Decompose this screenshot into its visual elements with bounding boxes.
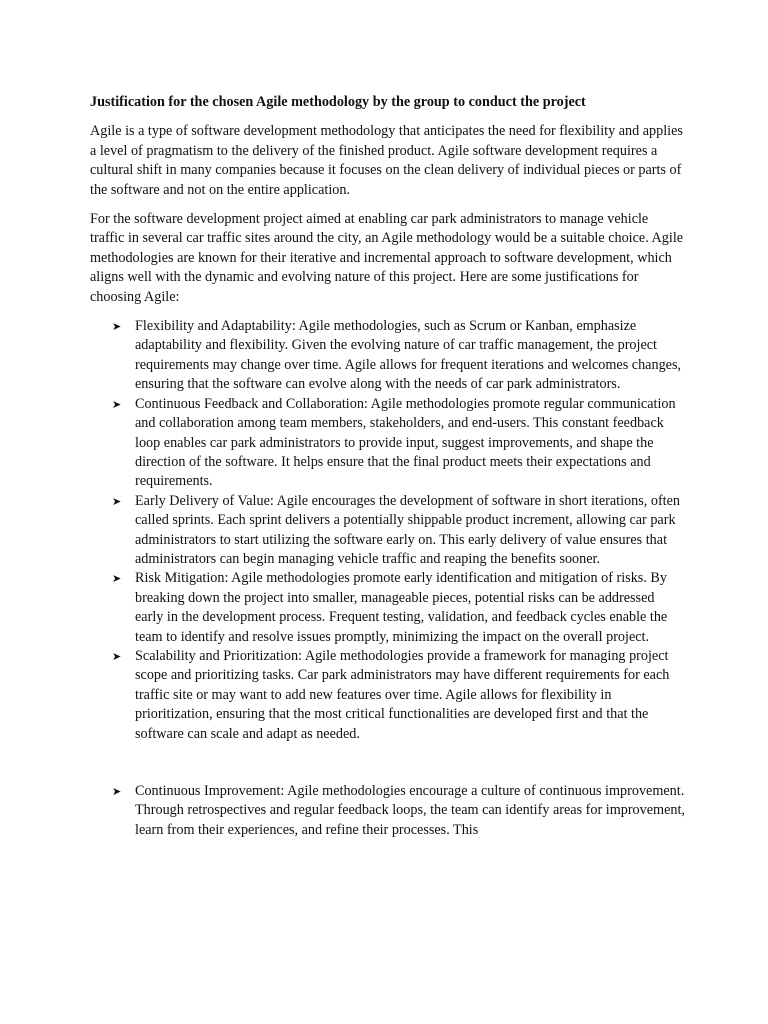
list-item xyxy=(90,647,686,744)
justification-list xyxy=(90,317,686,744)
list-item-text: Risk Mitigation: Agile methodologies promote early identification and mitigation of risks. By breaking down the project into smaller, manageable pieces, potential risks can be addressed early in the development process. Frequent testing, validation, and feedback cycles enable the team to identify and resolve issues promptly, minimizing the impact on the overall project. xyxy=(135,570,668,645)
blank-spacer xyxy=(90,744,686,782)
list-item-text: Flexibility and Adaptability: Agile methodologies, such as Scrum or Kanban, emphasize adaptability and flexibility. Given the evolving nature of car traffic management, the project requirements may change over time. Agile allows for frequent iterations and welcomes changes, ensuring that the software can evolve along with the needs of car park administrators. xyxy=(135,318,682,393)
context-paragraph: For the software development project aimed at enabling car park administrators to manage vehicle traffic in several car traffic sites around the city, an Agile methodology would be a suitable choice. Agile methodologies are known for their iterative and incremental approach to software development, which aligns well with the dynamic and evolving nature of this project. Here are some justifications for choosing Agile: xyxy=(90,211,684,305)
arrowhead-bullet-icon: ➤ xyxy=(112,494,122,508)
arrowhead-bullet-icon: ➤ xyxy=(112,320,122,334)
arrowhead-bullet-icon: ➤ xyxy=(112,649,122,663)
arrowhead-bullet-icon: ➤ xyxy=(112,785,122,798)
justification-list-continued xyxy=(90,782,686,840)
document-page xyxy=(90,93,686,840)
list-item-text: Continuous Improvement: Agile methodologies encourage a culture of continuous improvement. Through retrospectives and regular feedback loops, the team can identify areas for improvement, learn from their experiences, and refine their processes. This xyxy=(135,783,685,838)
intro-paragraph: Agile is a type of software development methodology that anticipates the need for flexibility and applies a level of pragmatism to the delivery of the finished product. Agile software development requires a cultural shift in many companies because it focuses on the clean delivery of individual pieces or parts of the software and not on the entire application. xyxy=(90,123,683,198)
list-item xyxy=(90,395,686,492)
list-item-text: Early Delivery of Value: Agile encourages the development of software in short iterations, often called sprints. Each sprint delivers a potentially shippable product increment, allowing car park administrators to start utilizing the software early on. This early delivery of value ensures that administrators can begin managing vehicle traffic and reaping the benefits sooner. xyxy=(135,492,680,567)
list-item xyxy=(90,569,686,647)
list-item xyxy=(90,492,686,570)
list-item xyxy=(90,782,686,840)
list-item-text: Scalability and Prioritization: Agile methodologies provide a framework for managing project scope and prioritizing tasks. Car park administrators may have different requirements for each traffic site or may want to add new features over time. Agile allows for flexibility in prioritization, ensuring that the most critical functionalities are developed first and that the software can scale and adapt as needed. xyxy=(135,647,670,742)
arrowhead-bullet-icon: ➤ xyxy=(112,397,122,411)
list-item-text: Continuous Feedback and Collaboration: Agile methodologies promote regular communication and collaboration among team members, stakeholders, and end-users. This constant feedback loop enables car park administrators to provide input, suggest improvements, and shape the direction of the software. It helps ensure that the final product meets their expectations and requirements. xyxy=(135,395,676,490)
list-item xyxy=(90,317,686,395)
section-heading: Justification for the chosen Agile methodology by the group to conduct the project xyxy=(90,94,586,110)
arrowhead-bullet-icon: ➤ xyxy=(112,572,122,586)
